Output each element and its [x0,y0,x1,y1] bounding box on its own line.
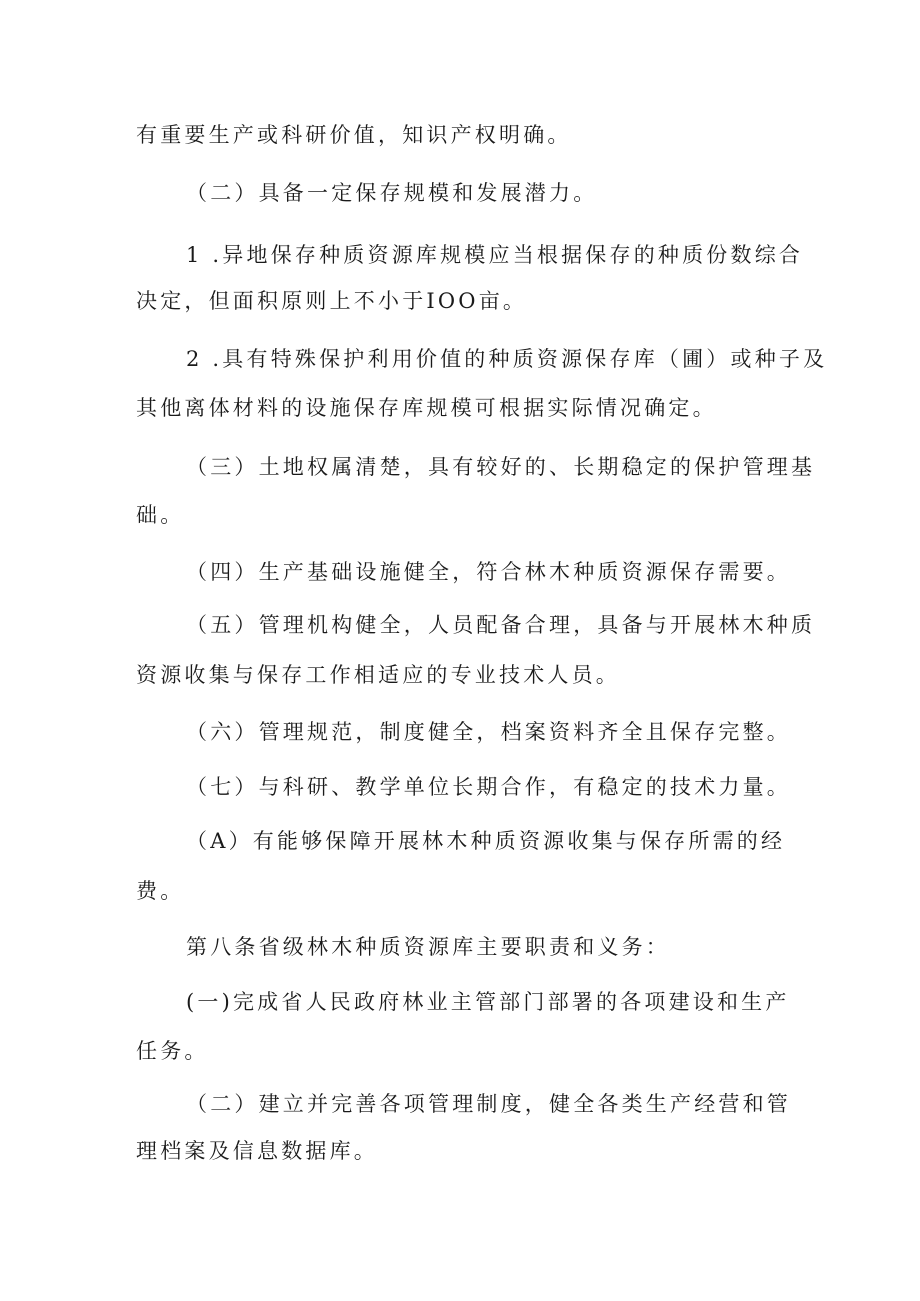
paragraph-line: （二）建立并完善各项管理制度，健全各类生产经营和管 [186,1092,791,1116]
paragraph-line: 任务。 [136,1039,209,1063]
paragraph-line: 费。 [136,879,185,903]
paragraph-line: 础。 [136,503,185,527]
paragraph-line: （七）与科研、教学单位长期合作，有稳定的技术力量。 [186,775,791,799]
paragraph-line: （二）具备一定保存规模和发展潜力。 [186,181,598,205]
paragraph-line: 决定，但面积原则上不小于IOO亩。 [136,289,528,313]
paragraph-line: （六）管理规范，制度健全，档案资料齐全且保存完整。 [186,720,791,744]
paragraph-line: （四）生产基础设施健全，符合林木种质资源保存需要。 [186,560,791,584]
paragraph-line: (一)完成省人民政府林业主管部门部署的各项建设和生产 [186,990,790,1014]
paragraph-line: 资源收集与保存工作相适应的专业技术人员。 [136,663,620,687]
paragraph-line: 理档案及信息数据库。 [136,1139,378,1163]
paragraph-line: （五）管理机构健全，人员配备合理，具备与开展林木种质 [186,613,816,637]
paragraph-line: 1 .异地保存种质资源库规模应当根据保存的种质份数综合 [186,243,804,267]
paragraph-line: 其他离体材料的设施保存库规模可根据实际情况确定。 [136,396,717,420]
paragraph-line: 2 .具有特殊保护利用价值的种质资源保存库（圃）或种子及 [186,347,828,371]
paragraph-line: （三）土地权属清楚，具有较好的、长期稳定的保护管理基 [186,455,816,479]
paragraph-line: 第八条省级林木种质资源库主要职责和义务： [186,935,670,959]
paragraph-line: 有重要生产或科研价值，知识产权明确。 [136,123,572,147]
paragraph-line: （A）有能够保障开展林木种质资源收集与保存所需的经 [186,829,786,853]
